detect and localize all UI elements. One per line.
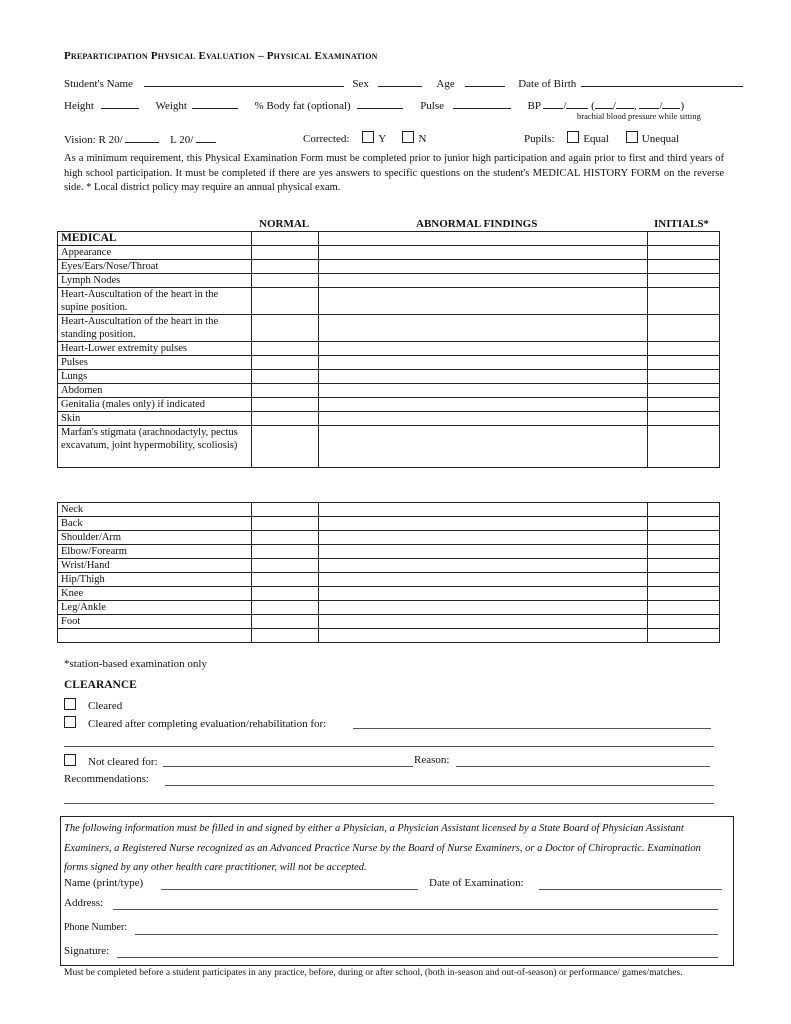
height-field[interactable] xyxy=(101,97,139,109)
normal-cell[interactable] xyxy=(252,384,319,398)
exam-date-field[interactable] xyxy=(539,889,722,890)
age-field[interactable] xyxy=(465,75,505,87)
table-row xyxy=(58,274,720,288)
form-title: Preparticipation Physical Evaluation – Physical Examination xyxy=(64,50,378,62)
corrected-group xyxy=(303,131,426,145)
table-row xyxy=(58,370,720,384)
exam-item-label: Genitalia (males only) if indicated xyxy=(58,398,252,412)
normal-cell[interactable] xyxy=(252,356,319,370)
normal-cell[interactable] xyxy=(252,503,319,517)
table-row xyxy=(58,531,720,545)
exam-item-label: Elbow/Forearm xyxy=(58,545,252,559)
abnormal-cell[interactable] xyxy=(319,531,648,545)
corrected-yes-checkbox[interactable] xyxy=(362,131,374,143)
abnormal-cell[interactable] xyxy=(319,503,648,517)
initials-cell[interactable] xyxy=(648,384,720,398)
initials-cell[interactable] xyxy=(648,356,720,370)
abnormal-cell[interactable] xyxy=(319,315,648,342)
not-cleared-label: Not cleared for: xyxy=(88,756,158,768)
examiner-phone-label: Phone Number: xyxy=(64,922,128,933)
bp-systolic-field[interactable] xyxy=(543,97,563,109)
exam-item-label: Back xyxy=(58,517,252,531)
table-row xyxy=(58,629,720,643)
bodyfat-field[interactable] xyxy=(357,97,403,109)
abnormal-cell[interactable] xyxy=(319,545,648,559)
table-row xyxy=(58,288,720,315)
initials-cell[interactable] xyxy=(648,559,720,573)
abnormal-cell[interactable] xyxy=(319,274,648,288)
bp-diastolic-field[interactable] xyxy=(566,97,588,109)
corrected-no-label: N xyxy=(418,133,427,145)
student-name-field[interactable] xyxy=(144,75,344,87)
exam-item-label: Heart-Auscultation of the heart in the supine position. xyxy=(58,288,252,315)
normal-cell[interactable] xyxy=(252,315,319,342)
normal-cell[interactable] xyxy=(252,629,319,643)
normal-cell[interactable] xyxy=(252,426,319,468)
student-name-label: Student's Name xyxy=(64,78,133,90)
examiner-statement: The following information must be filled in and signed by either a Physician, a Physician Assistant licensed by a State Board of Physician Assistant Examiners, a Registered Nurse recognized as an Advanced Practice Nurse by the Board of Nurse Examiners, or a Doctor of Chiropractic. Examination forms signed by any other health care practitioner, will not be accepted. xyxy=(64,823,701,873)
cleared-label: Cleared xyxy=(88,700,123,712)
exam-date-label: Date of Examination: xyxy=(429,877,524,889)
dob-field[interactable] xyxy=(581,75,743,87)
abnormal-cell[interactable] xyxy=(319,356,648,370)
recommendations-label: Recommendations: xyxy=(64,773,149,785)
table-row xyxy=(58,601,720,615)
pupils-equal-checkbox[interactable] xyxy=(567,131,579,143)
normal-cell[interactable] xyxy=(252,412,319,426)
cleared-checkbox[interactable] xyxy=(64,698,76,710)
weight-label: Weight xyxy=(155,100,187,112)
cleared-after-field-line-2[interactable] xyxy=(64,746,714,747)
exam-item-label: Heart-Lower extremity pulses xyxy=(58,342,252,356)
sex-label: Sex xyxy=(352,78,369,90)
pupils-group xyxy=(524,131,679,145)
pupils-unequal-checkbox[interactable] xyxy=(626,131,638,143)
vision-l-label: L 20/ xyxy=(170,134,194,146)
cleared-option xyxy=(64,698,122,712)
initials-cell[interactable] xyxy=(648,517,720,531)
examiner-signature-label: Signature: xyxy=(64,945,110,957)
cleared-after-field[interactable] xyxy=(353,728,711,729)
exam-item-label: Neck xyxy=(58,503,252,517)
reason-label: Reason: xyxy=(414,754,450,766)
exam-item-label: Lungs xyxy=(58,370,252,384)
examiner-address-field[interactable] xyxy=(113,909,718,910)
abnormal-cell[interactable] xyxy=(319,232,648,246)
table-row xyxy=(58,573,720,587)
exam-item-label: Eyes/Ears/Nose/Throat xyxy=(58,260,252,274)
corrected-label: Corrected: xyxy=(303,133,350,145)
normal-cell[interactable] xyxy=(252,517,319,531)
musculoskeletal-exam-table xyxy=(57,502,720,643)
table-row xyxy=(58,398,720,412)
initials-cell[interactable] xyxy=(648,531,720,545)
initials-cell[interactable] xyxy=(648,601,720,615)
vitals-row: Height Weight % Body fat (optional) Pulse BP / ( / , / ) xyxy=(64,97,684,112)
table-row xyxy=(58,232,720,246)
cleared-after-option xyxy=(64,716,326,730)
exam-item-label: Leg/Ankle xyxy=(58,601,252,615)
height-label: Height xyxy=(64,100,94,112)
initials-cell[interactable] xyxy=(648,232,720,246)
normal-cell[interactable] xyxy=(252,587,319,601)
examiner-phone-field[interactable] xyxy=(135,934,718,935)
not-cleared-field[interactable] xyxy=(163,766,413,767)
examiner-signature-field[interactable] xyxy=(117,957,718,958)
initials-cell[interactable] xyxy=(648,545,720,559)
normal-cell[interactable] xyxy=(252,342,319,356)
initials-cell[interactable] xyxy=(648,412,720,426)
table-row xyxy=(58,587,720,601)
cleared-after-checkbox[interactable] xyxy=(64,716,76,728)
normal-cell[interactable] xyxy=(252,246,319,260)
initials-cell[interactable] xyxy=(648,398,720,412)
bp-3-systolic-field[interactable] xyxy=(639,97,659,109)
abnormal-cell[interactable] xyxy=(319,288,648,315)
abnormal-cell[interactable] xyxy=(319,412,648,426)
recommendations-field-line-2[interactable] xyxy=(64,803,714,804)
normal-cell[interactable] xyxy=(252,370,319,384)
abnormal-cell[interactable] xyxy=(319,426,648,468)
reason-field[interactable] xyxy=(456,766,710,767)
initials-cell[interactable] xyxy=(648,426,720,468)
exam-item-label: Appearance xyxy=(58,246,252,260)
examiner-name-label: Name (print/type) xyxy=(64,877,144,889)
weight-field[interactable] xyxy=(192,97,238,109)
not-cleared-option xyxy=(64,754,158,768)
exam-item-label xyxy=(58,629,252,643)
pupils-equal-label: Equal xyxy=(583,133,609,145)
initials-cell[interactable] xyxy=(648,629,720,643)
initials-cell[interactable] xyxy=(648,288,720,315)
clearance-title: CLEARANCE xyxy=(64,679,137,691)
initials-cell[interactable] xyxy=(648,274,720,288)
bp-note: brachial blood pressure while sitting xyxy=(577,111,701,121)
dob-label: Date of Birth xyxy=(518,78,577,90)
table-row xyxy=(58,615,720,629)
table-row xyxy=(58,412,720,426)
pulse-field[interactable] xyxy=(453,97,511,109)
exam-item-label: Hip/Thigh xyxy=(58,573,252,587)
initials-cell[interactable] xyxy=(648,370,720,384)
examiner-signature-box xyxy=(60,816,734,966)
exam-item-label: Shoulder/Arm xyxy=(58,531,252,545)
table-row xyxy=(58,545,720,559)
col-initials-header: INITIALS* xyxy=(654,218,710,230)
bp-2-systolic-field[interactable] xyxy=(595,97,613,109)
exam-item-label: Foot xyxy=(58,615,252,629)
table-row xyxy=(58,356,720,370)
table-row xyxy=(58,559,720,573)
sex-field[interactable] xyxy=(378,75,422,87)
medical-section-header: MEDICAL xyxy=(58,232,252,246)
initials-cell[interactable] xyxy=(648,615,720,629)
table-row xyxy=(58,246,720,260)
not-cleared-checkbox[interactable] xyxy=(64,754,76,766)
initials-cell[interactable] xyxy=(648,587,720,601)
table-row xyxy=(58,260,720,274)
initials-cell[interactable] xyxy=(648,260,720,274)
vision-r-label: Vision: R 20/ xyxy=(64,134,123,146)
examiner-name-field[interactable] xyxy=(161,889,418,890)
initials-cell[interactable] xyxy=(648,573,720,587)
normal-cell[interactable] xyxy=(252,398,319,412)
student-info-row xyxy=(64,75,743,90)
recommendations-field[interactable] xyxy=(165,785,714,786)
vision-r-field[interactable] xyxy=(125,131,159,143)
abnormal-cell[interactable] xyxy=(319,398,648,412)
exam-item-label: Lymph Nodes xyxy=(58,274,252,288)
abnormal-cell[interactable] xyxy=(319,615,648,629)
exam-item-label: Pulses xyxy=(58,356,252,370)
pulse-label: Pulse xyxy=(420,100,445,112)
instructions-text: As a minimum requirement, this Physical Examination Form must be completed prior to junior high participation and again prior to first and third years of high school participation. It must be completed if there are yes answers to specific questions on the student's MEDICAL HISTORY FORM on the reverse side. * Local district policy may require an annual physical exam. xyxy=(64,153,724,193)
table-row xyxy=(58,426,720,468)
table-row xyxy=(58,384,720,398)
exam-item-label: Abdomen xyxy=(58,384,252,398)
initials-cell[interactable] xyxy=(648,503,720,517)
pupils-label: Pupils: xyxy=(524,133,555,145)
corrected-yes-label: Y xyxy=(378,133,386,145)
exam-item-label: Knee xyxy=(58,587,252,601)
bodyfat-label: % Body fat (optional) xyxy=(254,100,351,112)
normal-cell[interactable] xyxy=(252,601,319,615)
vision-l-field[interactable] xyxy=(196,131,216,143)
exam-item-label: Marfan's stigmata (arachnodactyly, pectus excavatum, joint hypermobility, scoliosis) xyxy=(58,426,252,468)
normal-cell[interactable] xyxy=(252,615,319,629)
abnormal-cell[interactable] xyxy=(319,260,648,274)
vision-row xyxy=(64,131,216,146)
cleared-after-label: Cleared after completing evaluation/rehabilitation for: xyxy=(88,718,327,730)
initials-cell[interactable] xyxy=(648,246,720,260)
table-row xyxy=(58,342,720,356)
exam-item-label: Skin xyxy=(58,412,252,426)
abnormal-cell[interactable] xyxy=(319,517,648,531)
abnormal-cell[interactable] xyxy=(319,384,648,398)
normal-cell[interactable] xyxy=(252,288,319,315)
normal-cell[interactable] xyxy=(252,559,319,573)
station-note: *station-based examination only xyxy=(64,658,207,670)
abnormal-cell[interactable] xyxy=(319,573,648,587)
table-row xyxy=(58,503,720,517)
bp-2-diastolic-field[interactable] xyxy=(616,97,634,109)
bp-label: BP xyxy=(527,100,541,112)
pupils-unequal-label: Unequal xyxy=(641,133,680,145)
normal-cell[interactable] xyxy=(252,260,319,274)
table-row xyxy=(58,517,720,531)
normal-cell[interactable] xyxy=(252,232,319,246)
abnormal-cell[interactable] xyxy=(319,559,648,573)
abnormal-cell[interactable] xyxy=(319,246,648,260)
normal-cell[interactable] xyxy=(252,573,319,587)
corrected-no-checkbox[interactable] xyxy=(402,131,414,143)
initials-cell[interactable] xyxy=(648,342,720,356)
col-normal-header: NORMAL xyxy=(259,218,310,230)
normal-cell[interactable] xyxy=(252,274,319,288)
examiner-address-label: Address: xyxy=(64,897,104,909)
normal-cell[interactable] xyxy=(252,545,319,559)
normal-cell[interactable] xyxy=(252,531,319,545)
col-abnormal-header: ABNORMAL FINDINGS xyxy=(416,218,538,230)
age-label: Age xyxy=(436,78,455,90)
abnormal-cell[interactable] xyxy=(319,629,648,643)
abnormal-cell[interactable] xyxy=(319,601,648,615)
table-row xyxy=(58,315,720,342)
abnormal-cell[interactable] xyxy=(319,587,648,601)
abnormal-cell[interactable] xyxy=(319,370,648,384)
abnormal-cell[interactable] xyxy=(319,342,648,356)
bp-3-diastolic-field[interactable] xyxy=(662,97,680,109)
exam-item-label: Heart-Auscultation of the heart in the standing position. xyxy=(58,315,252,342)
initials-cell[interactable] xyxy=(648,315,720,342)
footer-note: Must be completed before a student participates in any practice, before, during or after school, (both in-season and out-of-season) or performance/ games/matches. xyxy=(64,968,683,978)
medical-exam-table xyxy=(57,231,720,468)
exam-item-label: Wrist/Hand xyxy=(58,559,252,573)
